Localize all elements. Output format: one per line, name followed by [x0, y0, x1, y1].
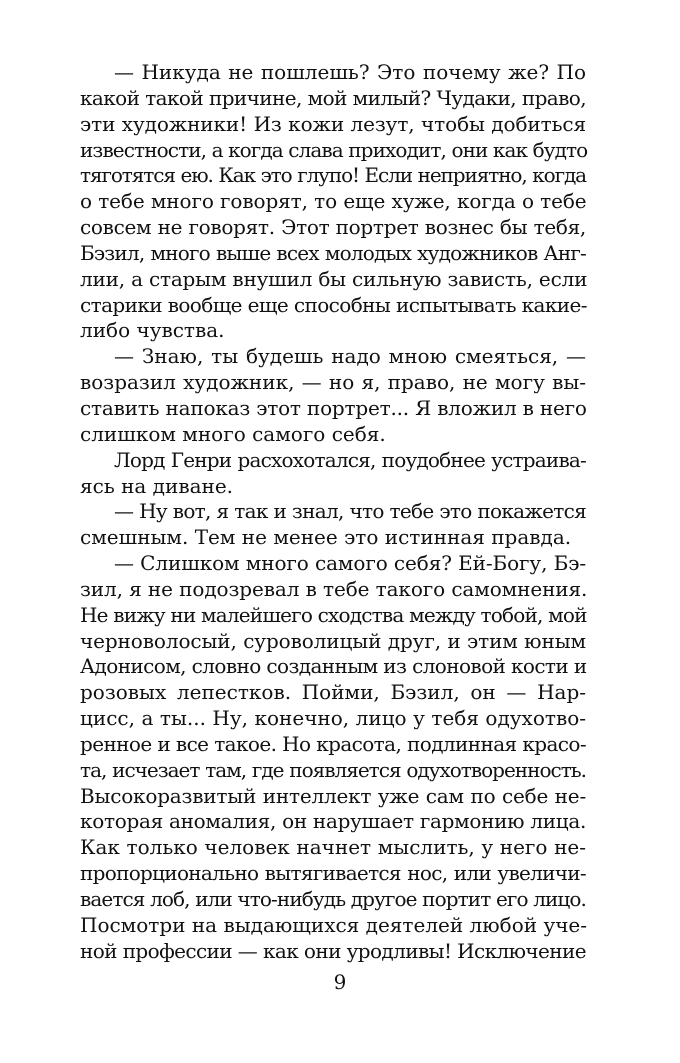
text-line: ренное и все такое. Но красота, подлинная красо-	[80, 731, 586, 756]
text-line: Не вижу ни малейшего сходства между тобой, мой	[80, 602, 587, 627]
text-line: — Ну вот, я так и знал, что тебе это покажется	[114, 499, 586, 524]
text-line: ставить напоказ этот портрет... Я вложил в него	[80, 395, 587, 420]
text-line: — Знаю, ты будешь надо мною смеяться, —	[114, 344, 586, 369]
text-line: розовых лепестков. Пойми, Бэзил, он — Нар-	[80, 680, 586, 705]
text-line: лии, а старым внушил бы сильную зависть, если	[80, 266, 588, 291]
text-line: Как только человек начнет мыслить, у него не-	[80, 835, 586, 860]
text-line: которая аномалия, он нарушает гармонию лица.	[80, 809, 587, 834]
text-line: Бэзил, много выше всех молодых художников Анг-	[80, 240, 586, 265]
text-line: — Слишком много самого себя? Ей-Богу, Бэ-	[114, 551, 586, 576]
text-line: — Никуда не пошлешь? Это почему же? По	[114, 60, 586, 84]
text-line: Адонисом, словно созданным из слоновой кости и	[80, 654, 587, 679]
text-line: Высокоразвитый интеллект уже сам по себе не-	[80, 783, 586, 808]
text-line: ной профессии — как они уродливы! Исключение	[80, 938, 586, 963]
text-line: о тебе много говорят, то еще хуже, когда о тебе	[80, 189, 587, 214]
page-number: 9	[333, 970, 347, 994]
text-line: пропорционально вытягивается нос, или увеличи-	[80, 861, 586, 886]
body-text	[80, 60, 586, 965]
text-line: слишком много самого себя.	[80, 421, 386, 446]
text-line: ясь на диване.	[80, 473, 234, 498]
text-line: черноволосый, суроволицый друг, и этим юным	[80, 628, 586, 653]
text-line: возразил художник, — но я, право, не могу вы-	[80, 370, 586, 395]
text-line: цисс, а ты... Ну, конечно, лицо у тебя одухотво-	[80, 706, 586, 731]
text-line: совсем не говорят. Этот портрет вознес бы тебя,	[80, 215, 586, 240]
text-line: известности, а когда слава приходит, они как будто	[80, 137, 588, 162]
text-line: Посмотри на выдающихся деятелей любой уче-	[80, 912, 588, 937]
text-line: зил, я не подозревал в тебе такого самомнения.	[80, 576, 588, 601]
text-line: та, исчезает там, где появляется одухотворенность.	[80, 757, 586, 782]
text-line: Лорд Генри расхохотался, поудобнее устраива-	[114, 447, 586, 472]
text-line: тяготятся ею. Как это глупо! Если неприятно, когда	[80, 163, 586, 188]
text-line: какой такой причине, мой милый? Чудаки, право,	[80, 85, 586, 110]
text-line: либо чувства.	[80, 318, 225, 343]
text-line: смешным. Тем не менее это истинная правда.	[80, 525, 572, 550]
text-line: вается лоб, или что-нибудь другое портит его лицо.	[80, 887, 586, 911]
text-line: эти художники! Из кожи лезут, чтобы добиться	[80, 111, 586, 136]
text-line: старики вообще еще способны испытывать какие-	[80, 292, 587, 317]
